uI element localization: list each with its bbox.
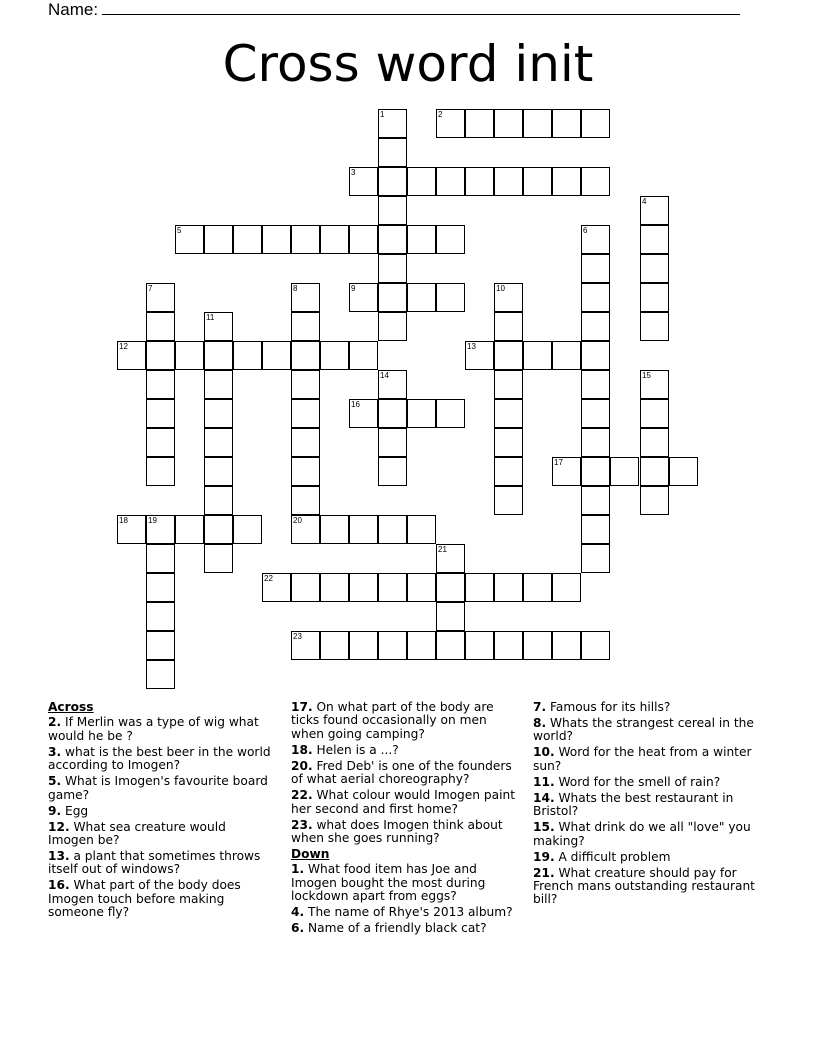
clue-across-12: 12. What sea creature would Imogen be? bbox=[48, 819, 226, 848]
grid-cell[interactable] bbox=[552, 167, 581, 196]
grid-cell[interactable] bbox=[262, 341, 291, 370]
grid-cell[interactable] bbox=[233, 515, 262, 544]
grid-cell[interactable] bbox=[320, 225, 349, 254]
cell-number: 23 bbox=[293, 632, 302, 641]
grid-cell[interactable] bbox=[146, 312, 175, 341]
grid-cell[interactable] bbox=[436, 225, 465, 254]
grid-cell[interactable] bbox=[204, 515, 233, 544]
clue-across-22: 22. What colour would Imogen paint her second and first home? bbox=[291, 788, 515, 816]
grid-cell[interactable] bbox=[378, 167, 407, 196]
grid-cell[interactable] bbox=[378, 399, 407, 428]
clue-across-18: 18. Helen is a ...? bbox=[291, 742, 399, 757]
clue-across-23: 23. what does Imogen think about when she goes running? bbox=[291, 817, 503, 846]
clues-column-2 bbox=[291, 701, 521, 938]
grid-cell[interactable] bbox=[378, 225, 407, 254]
name-label: Name: bbox=[48, 0, 99, 19]
grid-cell[interactable] bbox=[204, 457, 233, 486]
grid-cell[interactable] bbox=[581, 370, 610, 399]
grid-cell[interactable] bbox=[378, 515, 407, 544]
grid-cell[interactable] bbox=[436, 399, 465, 428]
grid-cell[interactable] bbox=[640, 399, 669, 428]
clue-down-15: 15. What drink do we all "love" you making? bbox=[533, 820, 751, 848]
grid-cell[interactable] bbox=[523, 167, 552, 196]
grid-cell[interactable] bbox=[581, 515, 610, 544]
clue-down-19: 19. A difficult problem bbox=[533, 849, 671, 864]
clue-down-4: 4. The name of Rhye's 2013 album? bbox=[291, 905, 513, 920]
down-heading: Down bbox=[291, 847, 330, 862]
grid-cell[interactable] bbox=[523, 631, 552, 660]
grid-cell[interactable] bbox=[465, 631, 494, 660]
clue-across-9: 9. Egg bbox=[48, 803, 89, 818]
clue-down-11: 11. Word for the smell of rain? bbox=[533, 774, 721, 789]
grid-cell[interactable] bbox=[581, 167, 610, 196]
grid-cell[interactable] bbox=[640, 225, 669, 254]
grid-cell[interactable] bbox=[320, 573, 349, 602]
grid-cell[interactable] bbox=[378, 312, 407, 341]
cell-number: 11 bbox=[206, 313, 215, 322]
grid-cell[interactable] bbox=[552, 573, 581, 602]
clue-down-6: 6. Name of a friendly black cat? bbox=[291, 921, 487, 936]
grid-cell[interactable] bbox=[204, 399, 233, 428]
grid-cell[interactable] bbox=[378, 283, 407, 312]
grid-cell[interactable] bbox=[349, 573, 378, 602]
grid-cell[interactable] bbox=[436, 631, 465, 660]
grid-cell[interactable] bbox=[494, 573, 523, 602]
clue-across-5: 5. What is Imogen's favourite board game? bbox=[48, 774, 268, 802]
cell-number: 4 bbox=[642, 197, 647, 206]
grid-cell[interactable] bbox=[291, 399, 320, 428]
grid-cell[interactable] bbox=[494, 428, 523, 457]
grid-cell[interactable] bbox=[523, 109, 552, 138]
cell-number: 1 bbox=[380, 110, 385, 119]
grid-cell[interactable] bbox=[494, 457, 523, 486]
grid-cell[interactable] bbox=[204, 225, 233, 254]
grid-cell[interactable] bbox=[378, 196, 407, 225]
grid-cell[interactable] bbox=[291, 225, 320, 254]
grid-cell[interactable] bbox=[291, 370, 320, 399]
cell-number: 16 bbox=[351, 400, 360, 409]
cell-number: 5 bbox=[177, 226, 182, 235]
clues-column-1 bbox=[48, 701, 273, 922]
grid-cell[interactable] bbox=[378, 138, 407, 167]
grid-cell[interactable] bbox=[233, 341, 262, 370]
grid-cell[interactable] bbox=[204, 486, 233, 515]
grid-cell[interactable] bbox=[291, 457, 320, 486]
cell-number: 3 bbox=[351, 168, 356, 177]
grid-cell[interactable] bbox=[581, 283, 610, 312]
grid-cell[interactable] bbox=[204, 544, 233, 573]
cell-number: 18 bbox=[119, 516, 128, 525]
grid-cell[interactable] bbox=[465, 167, 494, 196]
clue-down-10: 10. Word for the heat from a winter sun? bbox=[533, 745, 752, 773]
cell-number: 2 bbox=[438, 110, 443, 119]
grid-cell[interactable] bbox=[146, 631, 175, 660]
grid-cell[interactable] bbox=[581, 399, 610, 428]
cell-number: 12 bbox=[119, 342, 128, 351]
grid-cell[interactable] bbox=[523, 573, 552, 602]
grid-cell[interactable] bbox=[552, 109, 581, 138]
grid-cell[interactable] bbox=[494, 167, 523, 196]
clue-down-1: 1. What food item has Joe and Imogen bought the most during lockdown apart from eggs? bbox=[291, 862, 486, 904]
grid-cell[interactable] bbox=[552, 631, 581, 660]
grid-cell[interactable] bbox=[233, 225, 262, 254]
clues-column-3 bbox=[533, 701, 768, 909]
grid-cell[interactable] bbox=[146, 341, 175, 370]
grid-cell[interactable] bbox=[146, 457, 175, 486]
grid-cell[interactable] bbox=[581, 544, 610, 573]
grid-cell[interactable] bbox=[640, 428, 669, 457]
clue-across-20: 20. Fred Deb' is one of the founders of what aerial choreography? bbox=[291, 758, 512, 787]
cell-number: 20 bbox=[293, 516, 302, 525]
grid-cell[interactable] bbox=[291, 341, 320, 370]
grid-cell[interactable] bbox=[436, 573, 465, 602]
grid-cell[interactable] bbox=[494, 312, 523, 341]
grid-cell[interactable] bbox=[146, 602, 175, 631]
grid-cell[interactable] bbox=[436, 167, 465, 196]
grid-cell[interactable] bbox=[291, 486, 320, 515]
cell-number: 15 bbox=[642, 371, 651, 380]
grid-cell[interactable] bbox=[291, 573, 320, 602]
grid-cell[interactable] bbox=[669, 457, 698, 486]
grid-cell[interactable] bbox=[581, 341, 610, 370]
grid-cell[interactable] bbox=[407, 225, 436, 254]
grid-cell[interactable] bbox=[494, 370, 523, 399]
cell-number: 10 bbox=[496, 284, 505, 293]
clue-across-2: 2. If Merlin was a type of wig what would he be ? bbox=[48, 715, 259, 743]
cell-number: 21 bbox=[438, 545, 447, 554]
cell-number: 14 bbox=[380, 371, 389, 380]
grid-cell[interactable] bbox=[146, 573, 175, 602]
cell-number: 17 bbox=[554, 458, 563, 467]
grid-cell[interactable] bbox=[581, 457, 610, 486]
grid-cell[interactable] bbox=[291, 312, 320, 341]
clue-across-16: 16. What part of the body does Imogen touch before making someone fly? bbox=[48, 878, 241, 920]
grid-cell[interactable] bbox=[320, 341, 349, 370]
grid-cell[interactable] bbox=[146, 428, 175, 457]
grid-cell[interactable] bbox=[407, 631, 436, 660]
grid-cell[interactable] bbox=[349, 225, 378, 254]
grid-cell[interactable] bbox=[146, 660, 175, 689]
grid-cell[interactable] bbox=[465, 109, 494, 138]
clue-across-17: 17. On what part of the body are ticks found occasionally on men when going camping? bbox=[291, 700, 494, 741]
grid-cell[interactable] bbox=[640, 486, 669, 515]
grid-cell[interactable] bbox=[146, 544, 175, 573]
grid-cell[interactable] bbox=[320, 631, 349, 660]
cell-number: 8 bbox=[293, 284, 298, 293]
grid-cell[interactable] bbox=[494, 631, 523, 660]
grid-cell[interactable] bbox=[204, 341, 233, 370]
grid-cell[interactable] bbox=[378, 428, 407, 457]
clue-across-13: 13. a plant that sometimes throws itself out of windows? bbox=[48, 849, 261, 877]
cell-number: 13 bbox=[467, 342, 476, 351]
grid-cell[interactable] bbox=[494, 341, 523, 370]
grid-cell[interactable] bbox=[378, 457, 407, 486]
grid-cell[interactable] bbox=[581, 254, 610, 283]
grid-cell[interactable] bbox=[407, 573, 436, 602]
grid-cell[interactable] bbox=[494, 486, 523, 515]
across-heading: Across bbox=[48, 700, 94, 714]
cell-number: 6 bbox=[583, 226, 588, 235]
grid-cell[interactable] bbox=[349, 515, 378, 544]
grid-cell[interactable] bbox=[640, 457, 669, 486]
grid-cell[interactable] bbox=[146, 399, 175, 428]
grid-cell[interactable] bbox=[581, 486, 610, 515]
grid-cell[interactable] bbox=[436, 602, 465, 631]
grid-cell[interactable] bbox=[407, 283, 436, 312]
grid-cell[interactable] bbox=[407, 167, 436, 196]
grid-cell[interactable] bbox=[407, 399, 436, 428]
grid-cell[interactable] bbox=[436, 283, 465, 312]
grid-cell[interactable] bbox=[320, 515, 349, 544]
clue-down-14: 14. Whats the best restaurant in Bristol? bbox=[533, 790, 734, 819]
grid-cell[interactable] bbox=[291, 428, 320, 457]
grid-cell[interactable] bbox=[407, 515, 436, 544]
grid-cell[interactable] bbox=[349, 341, 378, 370]
cell-number: 22 bbox=[264, 574, 273, 583]
grid-cell[interactable] bbox=[175, 341, 204, 370]
grid-cell[interactable] bbox=[494, 109, 523, 138]
grid-cell[interactable] bbox=[581, 428, 610, 457]
clue-down-7: 7. Famous for its hills? bbox=[533, 700, 671, 714]
grid-cell[interactable] bbox=[640, 312, 669, 341]
grid-cell[interactable] bbox=[581, 109, 610, 138]
grid-cell[interactable] bbox=[204, 370, 233, 399]
grid-cell[interactable] bbox=[175, 515, 204, 544]
grid-cell[interactable] bbox=[581, 312, 610, 341]
grid-cell[interactable] bbox=[552, 341, 581, 370]
page-title: Cross word init bbox=[222, 35, 594, 93]
grid-cell[interactable] bbox=[523, 341, 552, 370]
grid-cell[interactable] bbox=[146, 370, 175, 399]
grid-cell[interactable] bbox=[378, 254, 407, 283]
grid-cell[interactable] bbox=[465, 573, 494, 602]
grid-cell[interactable] bbox=[378, 631, 407, 660]
grid-cell[interactable] bbox=[640, 254, 669, 283]
cell-number: 7 bbox=[148, 284, 153, 293]
cell-number: 9 bbox=[351, 284, 356, 293]
grid-cell[interactable] bbox=[204, 428, 233, 457]
grid-cell[interactable] bbox=[349, 631, 378, 660]
grid-cell[interactable] bbox=[610, 457, 639, 486]
clue-across-3: 3. what is the best beer in the world according to Imogen? bbox=[48, 744, 271, 773]
grid-cell[interactable] bbox=[640, 283, 669, 312]
cell-number: 19 bbox=[148, 516, 157, 525]
clue-down-8: 8. Whats the strangest cereal in the world? bbox=[533, 716, 754, 744]
grid-cell[interactable] bbox=[378, 573, 407, 602]
grid-cell[interactable] bbox=[262, 225, 291, 254]
grid-cell[interactable] bbox=[494, 399, 523, 428]
grid-cell[interactable] bbox=[581, 631, 610, 660]
clue-down-21: 21. What creature should pay for French mans outstanding restaurant bill? bbox=[533, 865, 755, 907]
